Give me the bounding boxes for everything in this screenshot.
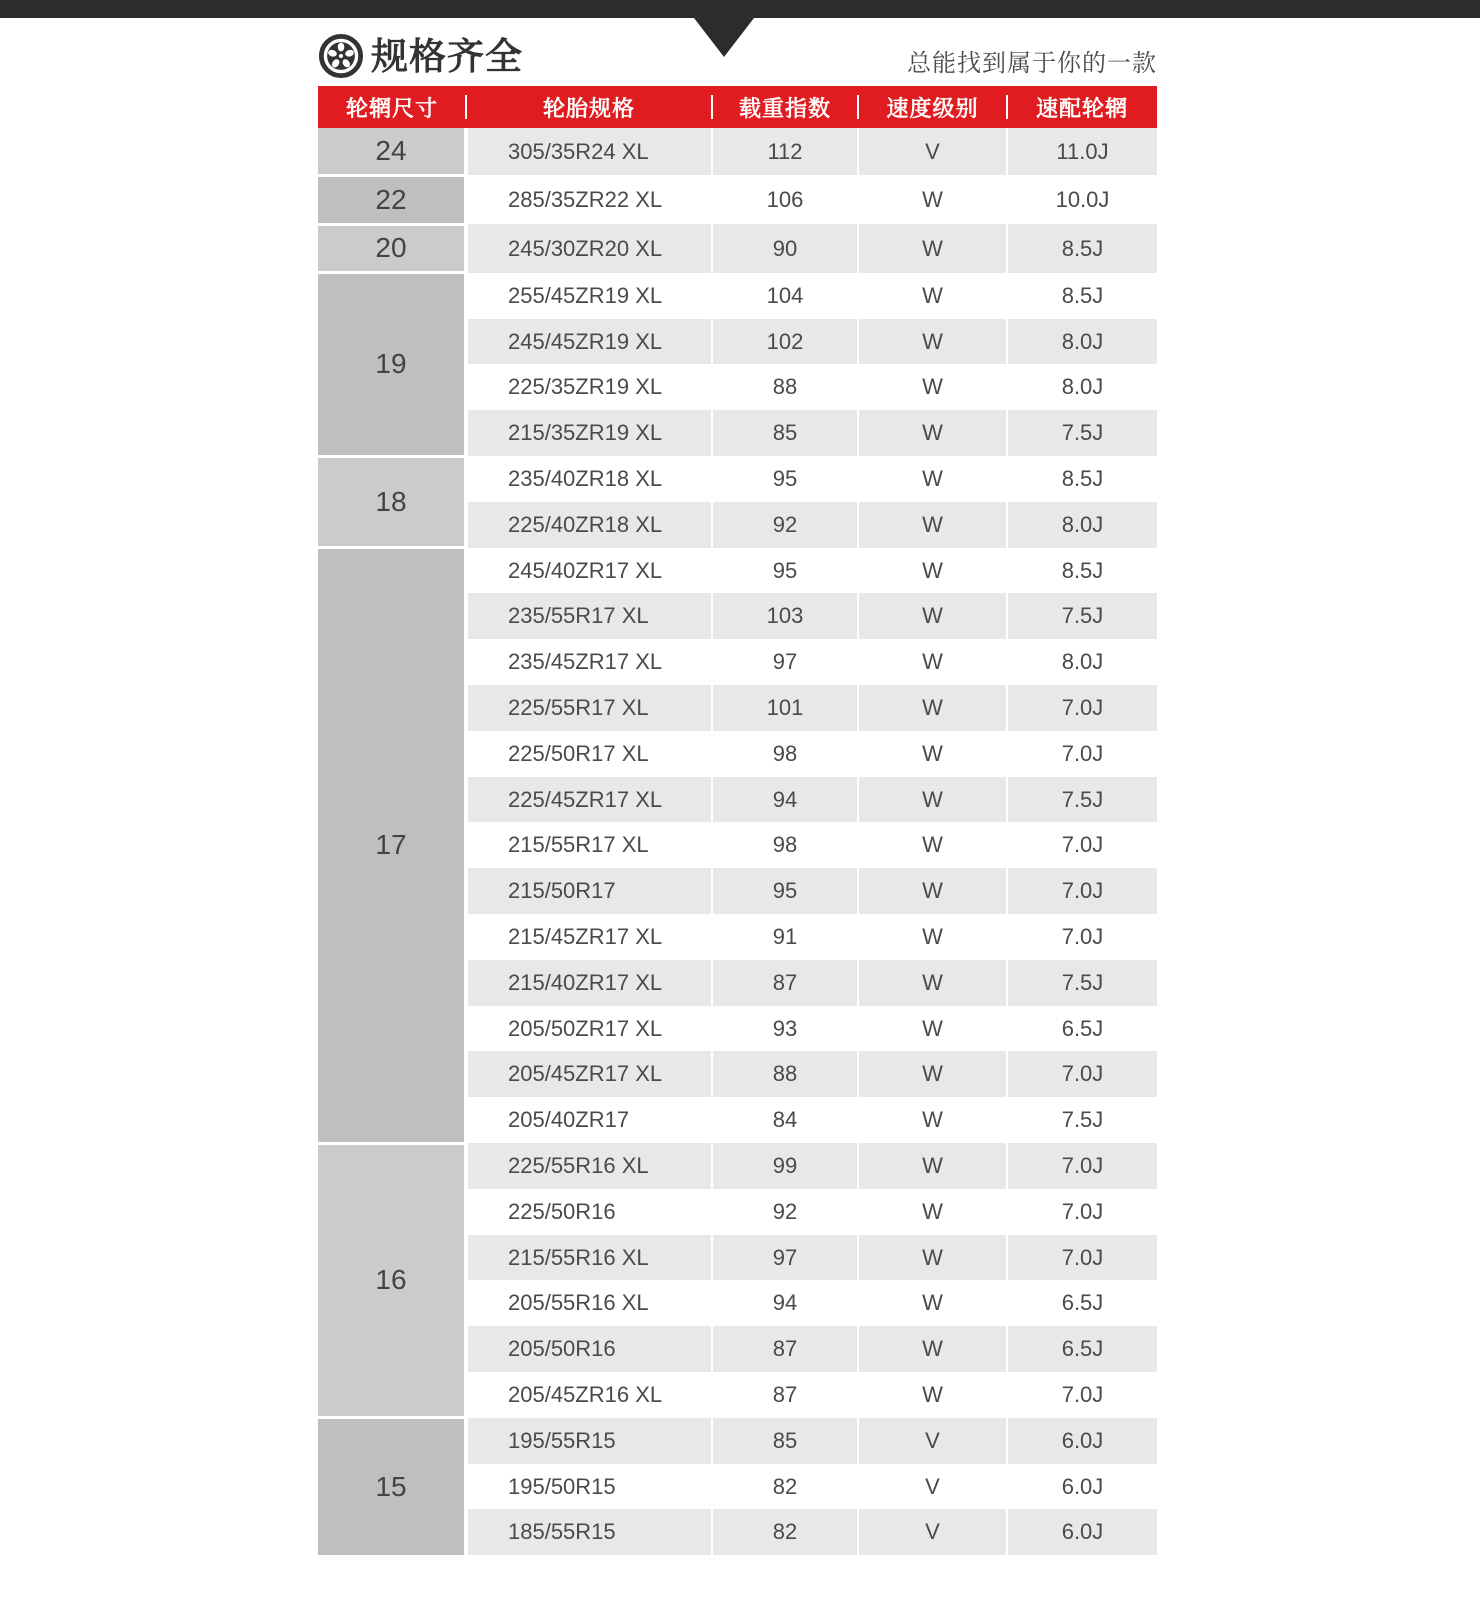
speed-rating-cell: W (858, 364, 1007, 410)
load-index-cell: 82 (712, 1509, 858, 1555)
down-arrow-decoration (694, 18, 754, 57)
top-banner (0, 0, 1480, 18)
speed-rating-cell: W (858, 175, 1007, 224)
table-row (318, 273, 1157, 319)
speed-rating-cell: W (858, 1280, 1007, 1326)
table-header-row (318, 86, 1157, 128)
load-index-cell: 112 (712, 128, 858, 175)
tire-spec-cell: 235/40ZR18 XL (466, 456, 712, 502)
speed-rating-cell: V (858, 1464, 1007, 1510)
speed-rating-cell: W (858, 822, 1007, 868)
tire-spec-cell: 225/45ZR17 XL (466, 777, 712, 823)
tire-spec-cell: 245/45ZR19 XL (466, 319, 712, 365)
speed-rating-cell: W (858, 1189, 1007, 1235)
matching-rim-cell: 6.5J (1007, 1006, 1157, 1052)
load-index-cell: 88 (712, 1051, 858, 1097)
tire-spec-cell: 305/35R24 XL (466, 128, 712, 175)
load-index-cell: 82 (712, 1464, 858, 1510)
matching-rim-cell: 7.0J (1007, 1051, 1157, 1097)
wheel-icon (318, 33, 364, 79)
load-index-cell: 87 (712, 1372, 858, 1418)
table-row (318, 224, 1157, 273)
load-index-cell: 90 (712, 224, 858, 273)
load-index-cell: 84 (712, 1097, 858, 1143)
tire-spec-cell: 205/50ZR17 XL (466, 1006, 712, 1052)
tire-spec-cell: 195/50R15 (466, 1464, 712, 1510)
load-index-cell: 104 (712, 273, 858, 319)
tire-spec-cell: 225/55R16 XL (466, 1143, 712, 1189)
column-header-speed-rating: 速度级别 (858, 86, 1007, 128)
matching-rim-cell: 8.5J (1007, 548, 1157, 594)
load-index-cell: 95 (712, 548, 858, 594)
matching-rim-cell: 7.5J (1007, 777, 1157, 823)
load-index-cell: 87 (712, 960, 858, 1006)
section-subtitle: 总能找到属于你的一款 (907, 50, 1157, 77)
speed-rating-cell: W (858, 548, 1007, 594)
matching-rim-cell: 8.0J (1007, 364, 1157, 410)
tire-spec-cell: 215/35ZR19 XL (466, 410, 712, 456)
tire-spec-cell: 225/40ZR18 XL (466, 502, 712, 548)
speed-rating-cell: W (858, 868, 1007, 914)
tire-spec-cell: 255/45ZR19 XL (466, 273, 712, 319)
table-row (318, 175, 1157, 224)
tire-spec-cell: 235/45ZR17 XL (466, 639, 712, 685)
tire-spec-cell: 215/50R17 (466, 868, 712, 914)
table-body (318, 128, 1157, 1555)
matching-rim-cell: 8.5J (1007, 224, 1157, 273)
load-index-cell: 102 (712, 319, 858, 365)
tire-spec-cell: 205/45ZR17 XL (466, 1051, 712, 1097)
matching-rim-cell: 8.0J (1007, 319, 1157, 365)
tire-spec-cell: 215/55R17 XL (466, 822, 712, 868)
load-index-cell: 103 (712, 593, 858, 639)
speed-rating-cell: V (858, 1509, 1007, 1555)
matching-rim-cell: 6.0J (1007, 1464, 1157, 1510)
rim-size-cell: 18 (318, 456, 466, 548)
rim-size-cell: 15 (318, 1418, 466, 1555)
tire-spec-cell: 215/55R16 XL (466, 1235, 712, 1281)
rim-size-cell: 19 (318, 273, 466, 456)
matching-rim-cell: 7.5J (1007, 960, 1157, 1006)
table-row (318, 1143, 1157, 1189)
tire-spec-cell: 285/35ZR22 XL (466, 175, 712, 224)
matching-rim-cell: 10.0J (1007, 175, 1157, 224)
matching-rim-cell: 8.0J (1007, 502, 1157, 548)
speed-rating-cell: W (858, 593, 1007, 639)
load-index-cell: 106 (712, 175, 858, 224)
speed-rating-cell: W (858, 1097, 1007, 1143)
speed-rating-cell: W (858, 1235, 1007, 1281)
speed-rating-cell: W (858, 502, 1007, 548)
matching-rim-cell: 6.5J (1007, 1326, 1157, 1372)
speed-rating-cell: W (858, 960, 1007, 1006)
matching-rim-cell: 7.0J (1007, 1372, 1157, 1418)
rim-size-cell: 16 (318, 1143, 466, 1418)
rim-size-cell: 24 (318, 128, 466, 175)
speed-rating-cell: V (858, 128, 1007, 175)
load-index-cell: 85 (712, 1418, 858, 1464)
speed-rating-cell: W (858, 777, 1007, 823)
tire-spec-cell: 225/50R16 (466, 1189, 712, 1235)
matching-rim-cell: 7.5J (1007, 1097, 1157, 1143)
speed-rating-cell: W (858, 914, 1007, 960)
speed-rating-cell: W (858, 410, 1007, 456)
matching-rim-cell: 7.0J (1007, 1143, 1157, 1189)
speed-rating-cell: W (858, 319, 1007, 365)
load-index-cell: 85 (712, 410, 858, 456)
load-index-cell: 95 (712, 868, 858, 914)
load-index-cell: 98 (712, 731, 858, 777)
matching-rim-cell: 7.0J (1007, 685, 1157, 731)
tire-spec-cell: 215/45ZR17 XL (466, 914, 712, 960)
tire-spec-cell: 185/55R15 (466, 1509, 712, 1555)
tire-spec-cell: 225/50R17 XL (466, 731, 712, 777)
tire-spec-cell: 205/45ZR16 XL (466, 1372, 712, 1418)
speed-rating-cell: W (858, 731, 1007, 777)
speed-rating-cell: W (858, 224, 1007, 273)
column-header-load-index: 载重指数 (712, 86, 858, 128)
column-header-tire-spec: 轮胎规格 (466, 86, 712, 128)
load-index-cell: 92 (712, 1189, 858, 1235)
column-header-matching-rim: 速配轮辋 (1007, 86, 1157, 128)
speed-rating-cell: W (858, 1006, 1007, 1052)
speed-rating-cell: W (858, 273, 1007, 319)
load-index-cell: 92 (712, 502, 858, 548)
tire-spec-cell: 205/55R16 XL (466, 1280, 712, 1326)
tire-spec-cell: 225/55R17 XL (466, 685, 712, 731)
matching-rim-cell: 7.0J (1007, 731, 1157, 777)
speed-rating-cell: W (858, 685, 1007, 731)
tire-spec-cell: 235/55R17 XL (466, 593, 712, 639)
matching-rim-cell: 8.5J (1007, 273, 1157, 319)
load-index-cell: 97 (712, 639, 858, 685)
matching-rim-cell: 6.5J (1007, 1280, 1157, 1326)
load-index-cell: 94 (712, 777, 858, 823)
tire-spec-cell: 245/40ZR17 XL (466, 548, 712, 594)
matching-rim-cell: 6.0J (1007, 1509, 1157, 1555)
tire-spec-cell: 215/40ZR17 XL (466, 960, 712, 1006)
matching-rim-cell: 7.5J (1007, 410, 1157, 456)
load-index-cell: 87 (712, 1326, 858, 1372)
tire-spec-cell: 225/35ZR19 XL (466, 364, 712, 410)
column-header-rim-size: 轮辋尺寸 (318, 86, 466, 128)
load-index-cell: 98 (712, 822, 858, 868)
matching-rim-cell: 7.0J (1007, 1189, 1157, 1235)
load-index-cell: 101 (712, 685, 858, 731)
load-index-cell: 97 (712, 1235, 858, 1281)
tire-spec-table (318, 86, 1157, 1555)
rim-size-cell: 17 (318, 548, 466, 1143)
spec-section (318, 30, 1157, 1555)
speed-rating-cell: W (858, 1051, 1007, 1097)
speed-rating-cell: W (858, 639, 1007, 685)
matching-rim-cell: 6.0J (1007, 1418, 1157, 1464)
load-index-cell: 88 (712, 364, 858, 410)
load-index-cell: 99 (712, 1143, 858, 1189)
matching-rim-cell: 7.0J (1007, 822, 1157, 868)
table-row (318, 548, 1157, 594)
speed-rating-cell: V (858, 1418, 1007, 1464)
table-row (318, 1418, 1157, 1464)
matching-rim-cell: 7.0J (1007, 1235, 1157, 1281)
load-index-cell: 93 (712, 1006, 858, 1052)
load-index-cell: 95 (712, 456, 858, 502)
tire-spec-cell: 205/50R16 (466, 1326, 712, 1372)
matching-rim-cell: 7.0J (1007, 914, 1157, 960)
section-title: 规格齐全 (371, 35, 523, 77)
speed-rating-cell: W (858, 1372, 1007, 1418)
matching-rim-cell: 7.5J (1007, 593, 1157, 639)
load-index-cell: 91 (712, 914, 858, 960)
load-index-cell: 94 (712, 1280, 858, 1326)
speed-rating-cell: W (858, 1143, 1007, 1189)
tire-spec-cell: 245/30ZR20 XL (466, 224, 712, 273)
matching-rim-cell: 8.5J (1007, 456, 1157, 502)
rim-size-cell: 22 (318, 175, 466, 224)
speed-rating-cell: W (858, 456, 1007, 502)
table-row (318, 128, 1157, 175)
matching-rim-cell: 8.0J (1007, 639, 1157, 685)
matching-rim-cell: 7.0J (1007, 868, 1157, 914)
rim-size-cell: 20 (318, 224, 466, 273)
speed-rating-cell: W (858, 1326, 1007, 1372)
tire-spec-cell: 205/40ZR17 (466, 1097, 712, 1143)
matching-rim-cell: 11.0J (1007, 128, 1157, 175)
table-row (318, 456, 1157, 502)
tire-spec-cell: 195/55R15 (466, 1418, 712, 1464)
